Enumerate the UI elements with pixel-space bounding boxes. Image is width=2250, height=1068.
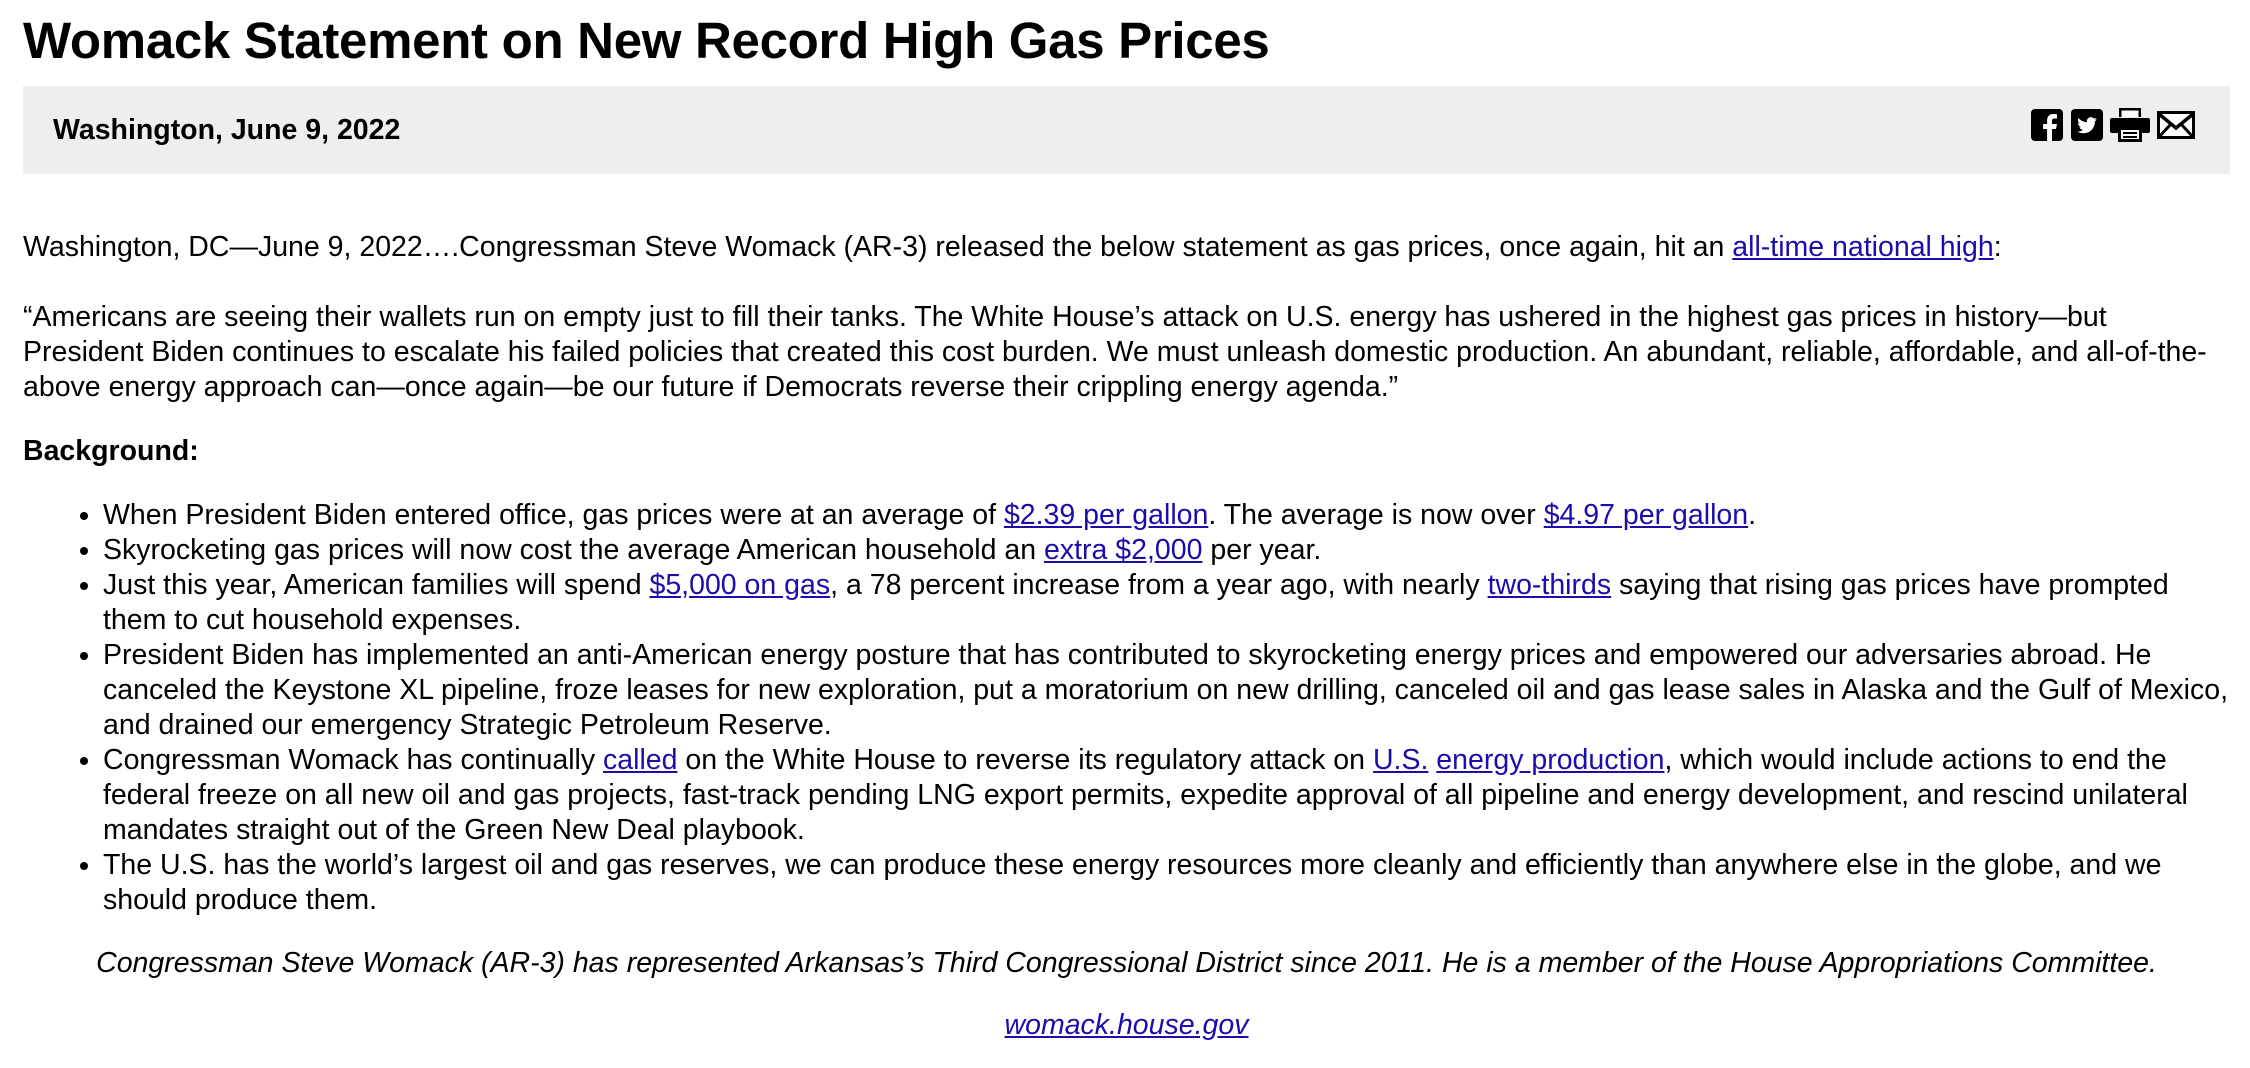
- bullet-text: on the White House to reverse its regulatory attack on: [677, 744, 1373, 776]
- email-icon[interactable]: [2156, 108, 2196, 142]
- dateline: Washington, June 9, 2022: [53, 114, 401, 146]
- list-item: [103, 743, 2230, 848]
- bullet-text: , which would include actions to end the federal freeze on all new oil and gas projects, fast-track pending LNG export permits, expedite approval of all pipeline and energy development, and rescind unilateral mandates straight out of the Green New Deal playbook.: [103, 744, 2188, 846]
- dateline-bar: [23, 86, 2230, 174]
- bullet-text: Skyrocketing gas prices will now cost the average American household an: [103, 534, 1045, 566]
- price-2-39-link[interactable]: $2.39 per gallon: [1003, 499, 1209, 531]
- bio-paragraph: Congressman Steve Womack (AR-3) has represented Arkansas’s Third Congressional District since 2011. He is a member of the House Appropriations Committee.: [96, 947, 2157, 979]
- extra-2000-link[interactable]: extra $2,000: [1044, 534, 1203, 566]
- site-link-paragraph: [23, 1008, 2230, 1043]
- bullet-text: Just this year, American families will spend: [103, 569, 650, 601]
- list-item: [103, 568, 2230, 638]
- two-thirds-link[interactable]: two-thirds: [1487, 569, 1612, 601]
- facebook-icon[interactable]: [2030, 108, 2064, 142]
- list-item: [103, 638, 2230, 743]
- bullet-text: , a 78 percent increase from a year ago, with nearly: [830, 569, 1488, 601]
- bullet-text: .: [1748, 499, 1757, 531]
- list-item: [103, 533, 2230, 568]
- print-icon[interactable]: [2110, 108, 2150, 142]
- 5000-on-gas-link[interactable]: $5,000 on gas: [649, 569, 831, 601]
- bullet-text: . The average is now over: [1208, 499, 1544, 531]
- all-time-high-link[interactable]: all-time national high: [1732, 231, 1994, 263]
- lead-paragraph: [23, 230, 2230, 265]
- price-4-97-link[interactable]: $4.97 per gallon: [1543, 499, 1749, 531]
- lead-after: :: [1993, 231, 2002, 263]
- bullet-text: Congressman Womack has continually: [103, 744, 604, 776]
- bullet-text: The U.S. has the world’s largest oil and gas reserves, we can produce these energy resources more cleanly and efficiently than anywhere else in the globe, and we should produce them.: [103, 849, 2162, 916]
- womack-site-link[interactable]: womack.house.gov: [1004, 1009, 1249, 1041]
- article-body: [23, 230, 2230, 1043]
- quote-paragraph: “Americans are seeing their wallets run on empty just to fill their tanks. The White House’s attack on U.S. energy has ushered in the highest gas prices in history—but President Biden continues to escalate his failed policies that created this cost burden. We must unleash domestic production. An abundant, reliable, affordable, and all-of-the-above energy approach can—once again—be our future if Democrats reverse their crippling energy agenda.”: [23, 301, 2207, 403]
- share-toolbar: [2030, 108, 2196, 142]
- background-list: [23, 498, 2230, 918]
- us-link[interactable]: U.S.: [1372, 744, 1429, 776]
- background-heading: Background:: [23, 435, 199, 467]
- press-release: [23, 0, 2230, 1043]
- called-link[interactable]: called: [603, 744, 678, 776]
- bullet-text: When President Biden entered office, gas prices were at an average of: [103, 499, 1004, 531]
- bullet-text: saying that rising gas prices have prompted them to cut household expenses.: [103, 569, 2169, 636]
- bullet-text: President Biden has implemented an anti-American energy posture that has contributed to skyrocketing energy prices and empowered our adversaries abroad. He canceled the Keystone XL pipeline, froze leases for new exploration, put a moratorium on new drilling, canceled oil and gas lease sales in Alaska and the Gulf of Mexico, and drained our emergency Strategic Petroleum Reserve.: [103, 639, 2229, 741]
- bullet-text: per year.: [1202, 534, 1322, 566]
- lead-text: Washington, DC—June 9, 2022….Congressman Steve Womack (AR-3) released the below statement as gas prices, once again, hit an: [23, 231, 1733, 263]
- list-item: [103, 848, 2230, 918]
- energy-production-link[interactable]: energy production: [1436, 744, 1665, 776]
- twitter-icon[interactable]: [2070, 108, 2104, 142]
- page-title: Womack Statement on New Record High Gas Prices: [23, 12, 1270, 69]
- list-item: [103, 498, 2230, 533]
